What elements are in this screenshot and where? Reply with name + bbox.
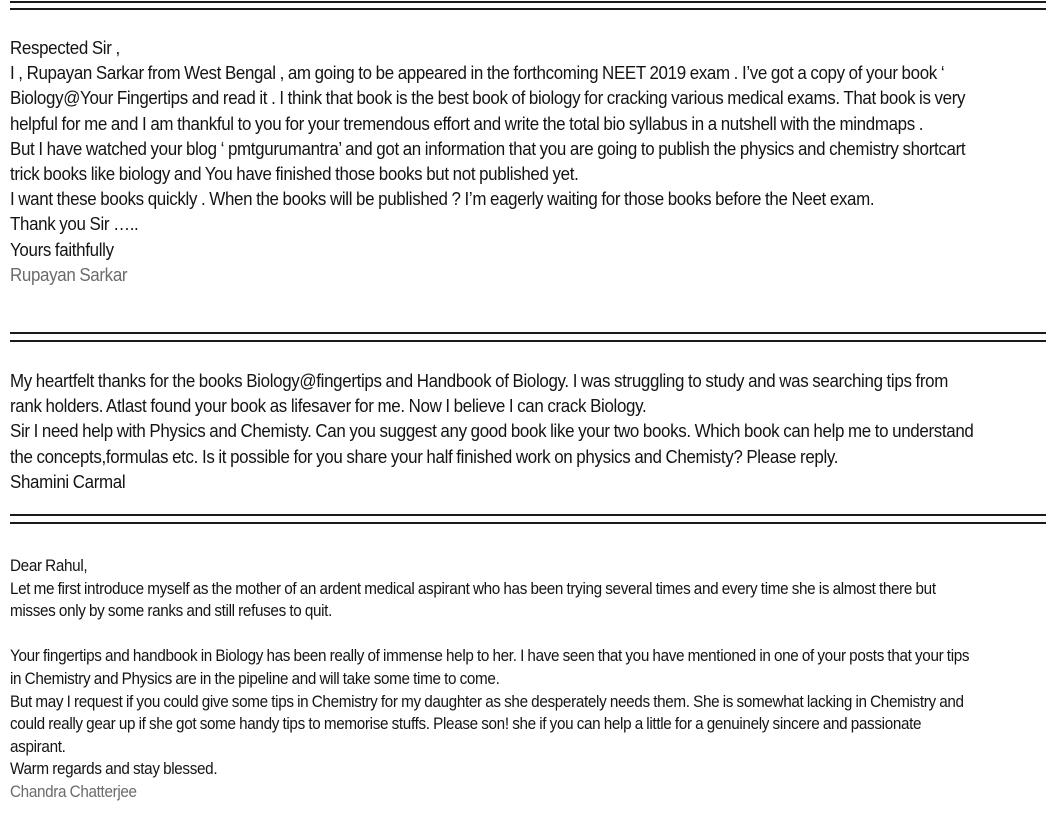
letter-paragraph: Your fingertips and handbook in Biology has been really of immense help to her. I have seen that you have mentioned in one of your posts that your tips in Chemistry and Physics are in the pipeline and will take some time to come. [10, 647, 970, 688]
divider-rule [10, 340, 1046, 342]
letter-salutation: Respected Sir , [10, 38, 120, 58]
divider-rule [10, 514, 1046, 516]
letter-paragraph: I want these books quickly . When the books will be published ? I’m eagerly waiting for those books before the Neet exam. [10, 189, 875, 210]
letter-signature: Chandra Chatterjee [10, 782, 137, 801]
paragraph-gap [10, 623, 977, 646]
letter-paragraph: Let me first introduce myself as the mother of an ardent medical aspirant who has been trying several times and every time she is almost there but misses only by some ranks and still refuses to quit. [10, 579, 936, 621]
letter-closing: Warm regards and stay blessed. [10, 760, 218, 779]
letter-paragraph: My heartfelt thanks for the books Biology@fingertips and Handbook of Biology. I was struggling to study and was searching tips from rank holders. Atlast found your book as lifesaver for me. Now I believe I can crack Biology. [10, 371, 949, 417]
letter-signature: Rupayan Sarkar [10, 264, 128, 285]
letter-rupayan [10, 36, 977, 288]
divider-rule [10, 8, 1046, 10]
letter-shamini [10, 369, 977, 495]
letter-chandra [10, 555, 977, 804]
letter-paragraph: But I have watched your blog ‘ pmtgurumantra’ and got an information that you are going to publish the physics and chemistry shortcart trick books like biology and You have finished those books but not published yet. [10, 138, 966, 185]
letter-paragraph: Sir I need help with Physics and Chemisty. Can you suggest any good book like your two books. Which book can help me to understand the concepts,formulas etc. Is it possible for you share your half finished work on physics and Chemisty? Please reply. [10, 421, 974, 467]
letter-paragraph: I , Rupayan Sarkar from West Bengal , am going to be appeared in the forthcoming NEET 2019 exam . I’ve got a copy of your book ‘ Biology@Your Fingertips and read it . I think that book is the best book of biology for cracking various medical exams. That book is very helpful for me and I am thankful to you for your tremendous effort and write the total bio syllabus in a nutshell with the mindmaps . [10, 63, 966, 134]
divider-rule [10, 522, 1046, 524]
divider-rule [10, 332, 1046, 334]
letter-paragraph: Thank you Sir ….. [10, 214, 139, 235]
divider-rule [10, 1, 1046, 3]
letter-paragraph: But may I request if you could give some tips in Chemistry for my daughter as she desperately needs them. She is somewhat lacking in Chemistry and could really gear up if she got some handy tips to memorise stuffs. Please son! she if you can help a little for a genuinely sincere and passionate aspirant. [10, 692, 964, 756]
letter-signature: Shamini Carmal [10, 471, 126, 492]
letter-closing: Yours faithfully [10, 239, 114, 260]
letter-salutation: Dear Rahul, [10, 557, 88, 575]
